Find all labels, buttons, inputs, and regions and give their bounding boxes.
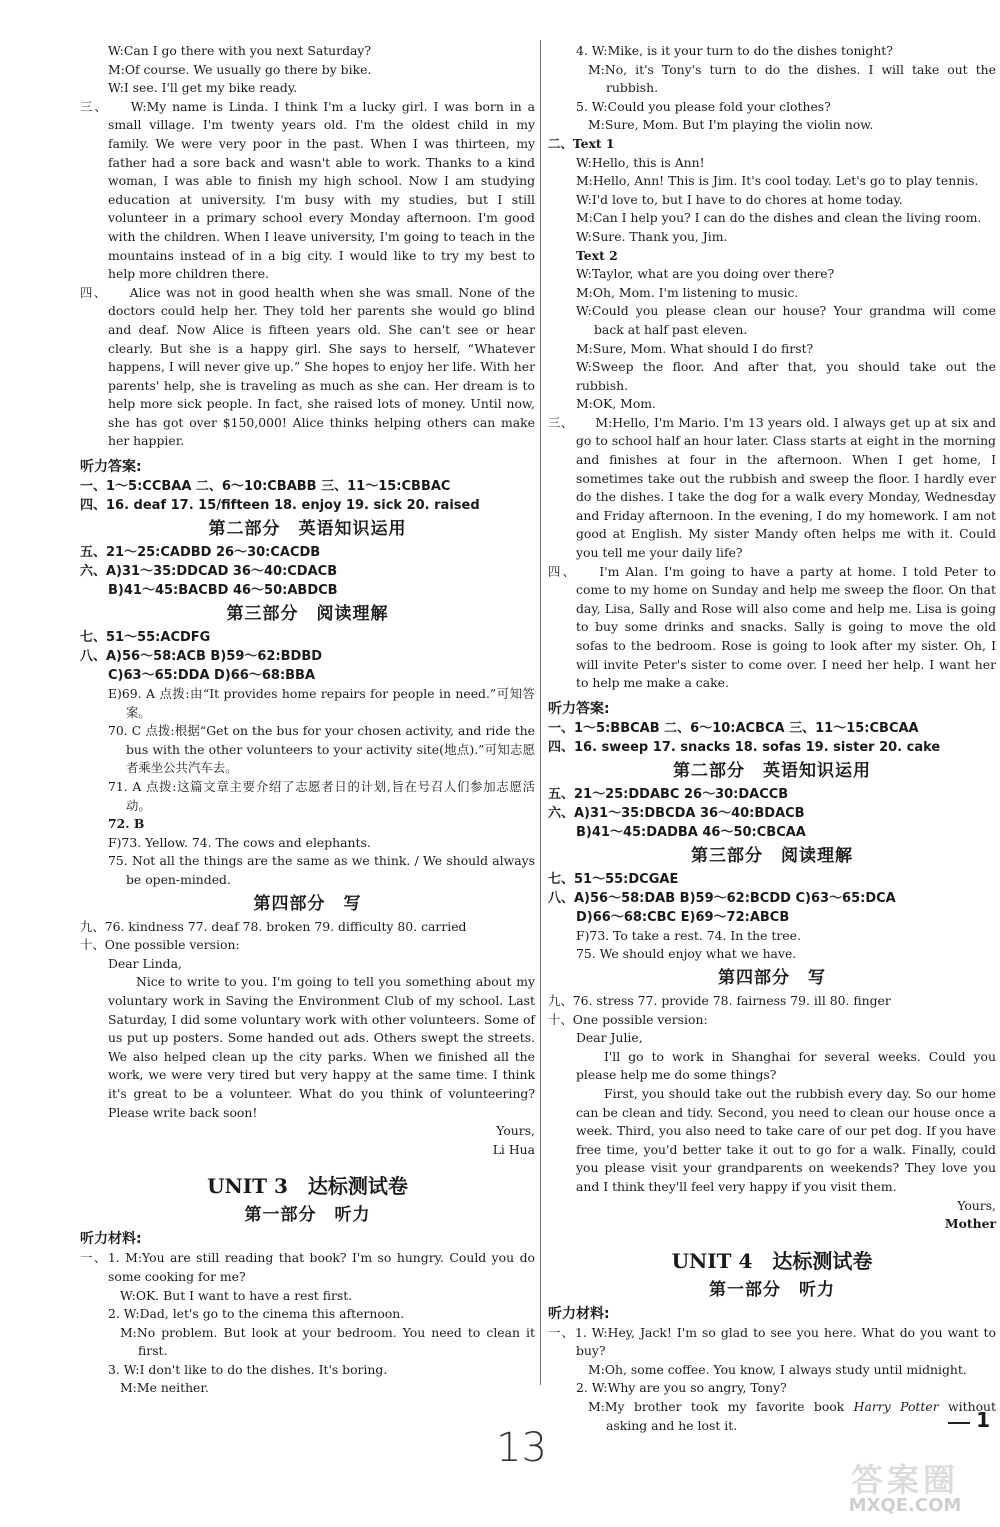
listening-passage-4 <box>548 563 996 693</box>
dialogue-line: M:Of course. We usually go there by bike. <box>108 61 372 77</box>
answer-line: F)73. To take a rest. 74. In the tree. <box>576 927 801 943</box>
answer-line: B)41～45:BACBD 46～50:ABDCB <box>108 583 338 599</box>
dialogue-line: M:Me neither. <box>120 1380 209 1396</box>
page-number-dash <box>948 1422 970 1424</box>
dialogue-line: W:Could you please clean our house? Your grandma will come back at half past eleven. <box>576 303 996 337</box>
letter-greeting: Dear Linda, <box>108 955 182 971</box>
answer-line: 九、76. stress 77. provide 78. fairness 79. ill 80. finger <box>548 992 891 1008</box>
dialogue-line: W:Sweep the floor. And after that, you should take out the rubbish. <box>576 359 996 393</box>
writing-intro: 十、One possible version: <box>80 937 240 953</box>
dialogue-line: M:Hello, Ann! This is Jim. It's cool today. Let's go to play tennis. <box>576 173 979 189</box>
dialogue-line: M:No problem. But look at your bedroom. You need to clean it first. <box>120 1324 535 1359</box>
section-label: 四、 <box>80 284 108 300</box>
letter-closing: Yours, <box>496 1123 535 1139</box>
answer-explanation: 70. C 点拨:根据“Get on the bus for your chosen activity, and ride the bus with the other volunteers to your activity site(地点).”可知志愿者乘坐公共汽车去。 <box>108 723 535 776</box>
dialogue-line: 5. W:Could you please fold your clothes? <box>576 98 831 114</box>
letter-body: I'll go to work in Shanghai for several weeks. Could you please help me do some things? <box>576 1048 996 1083</box>
dialogue-line: M:Sure, Mom. But I'm playing the violin now. <box>588 117 874 133</box>
listening-passage-3 <box>548 414 996 563</box>
answer-title: 听力答案: <box>548 700 610 717</box>
right-column <box>548 42 996 1435</box>
listening-passage-3 <box>80 98 535 284</box>
answer-line: 八、A)56～58:ACB B)59～62:BDBD <box>80 649 323 665</box>
answer-line: 75. Not all the things are the same as we think. / We should always be open-minded. <box>108 853 535 887</box>
part-heading: 第三部分 阅读理解 <box>691 845 853 866</box>
answer-line: F)73. Yellow. 74. The cows and elephants. <box>108 834 371 850</box>
unit-heading: UNIT 4 达标测试卷 <box>671 1248 873 1273</box>
dialogue-line: 4. W:Mike, is it your turn to do the dishes tonight? <box>576 43 893 58</box>
answer-line: 75. We should enjoy what we have. <box>576 946 797 962</box>
answer-line: 六、A)31～35:DBCDA 36～40:BDACB <box>548 805 805 821</box>
watermark-logo: 答案圈 <box>850 1461 959 1499</box>
dialogue-line: M:Oh, Mom. I'm listening to music. <box>576 284 799 300</box>
section-label: 三、 <box>80 98 109 114</box>
dialogue-line: 2. W:Why are you so angry, Tony? <box>576 1380 787 1396</box>
passage-text: M:Hello, I'm Mario. I'm 13 years old. I always get up at six and go to school half an hour later. Class starts at eight in the morning and finishes at four in the afternoon. When I get home, I sometimes take out the rubbish and sweep the floor. I hardly ever do the dishes. I take the dog for a walk every Monday, Wednesday and Friday afternoon. In the evening, I do my homework. I am not good at English. My sister Mandy often helps me with it. Could you tell me your daily life? <box>576 414 996 561</box>
letter-signature: Li Hua <box>492 1141 535 1157</box>
passage-text: Alice was not in good health when she was small. None of the doctors could help her. They told her parents she would go blind and deaf. Now Alice is fifteen years old. She can't see or hear clearly. But she is a happy girl. She says to herself, “Whatever happens, I will never give up.” She hopes to enjoy her life. With her parents' help, she is traveling as much as she can. Her dream is to help more sick people. In fact, she raised lots of money. Until now, she has got over $150,000! Alice thinks helping others can make her happier. <box>108 284 535 449</box>
answer-explanation: 71. A 点拨:这篇文章主要介绍了志愿者日的计划,旨在号召人们参加志愿活动。 <box>108 779 535 813</box>
listening-passage-4 <box>80 284 535 451</box>
answer-line: 九、76. kindness 77. deaf 78. broken 79. difficulty 80. carried <box>80 918 467 934</box>
unit-heading: UNIT 3 达标测试卷 <box>207 1174 408 1199</box>
part-heading: 第一部分 听力 <box>709 1279 835 1300</box>
dialogue-line: 一、1. M:You are still reading that book? I'm so hungry. Could you do some cooking for me? <box>80 1250 535 1284</box>
answer-line: 四、16. sweep 17. snacks 18. sofas 19. sister 20. cake <box>548 739 941 755</box>
answer-line: 七、51～55:DCGAE <box>548 871 679 887</box>
text-label: Text 2 <box>576 247 618 263</box>
part-heading: 第三部分 阅读理解 <box>226 604 389 625</box>
dialogue-line: W:I'd love to, but I have to do chores at home today. <box>576 191 903 207</box>
answer-line: C)63～65:DDA D)66～68:BBA <box>108 668 316 684</box>
dialogue-line: M:Can I help you? I can do the dishes and clean the living room. <box>576 210 982 226</box>
material-title: 听力材料: <box>548 1305 610 1322</box>
part-heading: 第二部分 英语知识运用 <box>208 519 407 540</box>
letter-greeting: Dear Julie, <box>576 1030 643 1046</box>
answer-line: D)66～68:CBC E)69～72:ABCB <box>576 909 790 925</box>
answer-line: 五、21～25:DDABC 26～30:DACCB <box>548 786 789 802</box>
answer-line: 五、21～25:CADBD 26～30:CACDB <box>80 545 321 561</box>
dialogue-line: M:Oh, some coffee. You know, I always study until midnight. <box>588 1361 967 1377</box>
answer-line: 六、A)31～35:DDCAD 36～40:CDACB <box>80 564 338 580</box>
dialogue-line: 2. W:Dad, let's go to the cinema this afternoon. <box>108 1306 405 1322</box>
dialogue-line: W:OK. But I want to have a rest first. <box>120 1287 353 1303</box>
writing-intro: 十、One possible version: <box>548 1011 708 1027</box>
dialogue-text: M:My brother took my favorite book <box>588 1399 854 1415</box>
book-title: Harry Potter <box>853 1399 939 1415</box>
left-column <box>80 42 535 1398</box>
dialogue-line: W:Hello, this is Ann! <box>576 154 705 170</box>
part-heading: 第一部分 听力 <box>244 1205 371 1226</box>
answer-line: 一、1～5:BBCAB 二、6～10:ACBCA 三、11～15:CBCAA <box>548 720 919 736</box>
dialogue-line: W:Sure. Thank you, Jim. <box>576 228 728 244</box>
watermark <box>820 1455 990 1523</box>
answer-line: 八、A)56～58:DAB B)59～62:BCDD C)63～65:DCA <box>548 890 896 906</box>
part-heading: 第四部分 写 <box>718 967 826 988</box>
answer-line: 72. B <box>108 816 145 832</box>
watermark-url: MXQE.COM <box>848 1495 962 1516</box>
letter-closing: Yours, <box>957 1197 996 1213</box>
answer-line: B)41～45:DADBA 46～50:CBCAA <box>576 824 806 840</box>
dialogue-line: W:I see. I'll get my bike ready. <box>108 80 298 96</box>
part-heading: 第二部分 英语知识运用 <box>673 760 871 781</box>
dialogue-line: 3. W:I don't like to do the dishes. It's boring. <box>108 1361 388 1377</box>
material-title: 听力材料: <box>80 1231 142 1248</box>
dialogue-line: M:No, it's Tony's turn to do the dishes. I will take out the rubbish. <box>588 61 996 96</box>
dialogue-line: M:Sure, Mom. What should I do first? <box>576 340 814 356</box>
answer-title: 听力答案: <box>80 459 142 476</box>
answer-line: 一、1～5:CCBAA 二、6～10:CBABB 三、11～15:CBBAC <box>80 479 451 495</box>
letter-signature: Mother <box>944 1216 996 1232</box>
text-label: 二、Text 1 <box>548 135 615 151</box>
letter-body: Nice to write to you. I'm going to tell you something about my voluntary work in Saving the Environment Club of my school. Last Saturday, I did some voluntary work with other volunteers. Some of us put up posters. Some handed out ads. Others swept the streets. We also helped clean up the city parks. When we finished all the work, we were very tired but very happy at the same time. I think it's great to be a volunteer. What do you think of volunteering? Please write back soon! <box>108 974 535 1120</box>
section-label: 三、 <box>548 414 574 430</box>
dialogue-line: M:OK, Mom. <box>576 396 656 412</box>
passage-text: I'm Alan. I'm going to have a party at home. I told Peter to come to my home on Sunday and help me sweep the floor. On that day, Lisa, Sally and Rose will also come and help me. Lisa is going to buy some drinks and snacks. Sally is going to move the old sofas to the bedroom. Rose is going to look after my sister. Oh, I will invite Peter's sister to come over. I need her help. I want her to help me make a cake. <box>576 563 997 691</box>
dialogue-text: without asking and he lost it. <box>606 1399 996 1433</box>
dialogue-line: W:Can I go there with you next Saturday? <box>108 43 372 58</box>
answer-line: 七、51～55:ACDFG <box>80 630 211 646</box>
section-label: 四、 <box>548 563 578 579</box>
page-number: 1 <box>976 1408 990 1432</box>
answer-explanation: E)69. A 点拨:由“It provides home repairs for people in need.”可知答案。 <box>108 686 535 720</box>
dialogue-line <box>548 1398 996 1435</box>
answer-line: 四、16. deaf 17. 15/fifteen 18. enjoy 19. sick 20. raised <box>80 498 480 514</box>
letter-body: First, you should take out the rubbish every day. So our home can be clean and tidy. Second, you need to clean our house once a week. Third, you also need to take care of our pet dog. If you have free time, you'd better take it out to go for a walk. Finally, could you please visit your grandparents on weekends? They love you and I think they'll feel very happy if you visit them. <box>576 1085 996 1194</box>
passage-text: W:My name is Linda. I think I'm a lucky girl. I was born in a small village. I'm twenty years old. I'm the oldest child in my family. We were very poor in the past. When I was thirteen, my father had a sore back and wasn't able to work. Thanks to a kind woman, I was able to finish my high school. Now I am studying education at university. I'm busy with my studies, but I still volunteer in a primary school every Monday afternoon. I'm good with the children. When I leave university, I'm going to teach in the mountains instead of in a big city. I would like to try my best to help more children there. <box>108 98 535 282</box>
part-heading: 第四部分 写 <box>253 893 362 914</box>
handwritten-number: 13 <box>496 1425 547 1471</box>
column-divider <box>540 40 541 1385</box>
dialogue-line: W:Taylor, what are you doing over there? <box>576 266 835 282</box>
dialogue-line: 一、1. W:Hey, Jack! I'm so glad to see you here. What do you want to buy? <box>548 1324 996 1359</box>
